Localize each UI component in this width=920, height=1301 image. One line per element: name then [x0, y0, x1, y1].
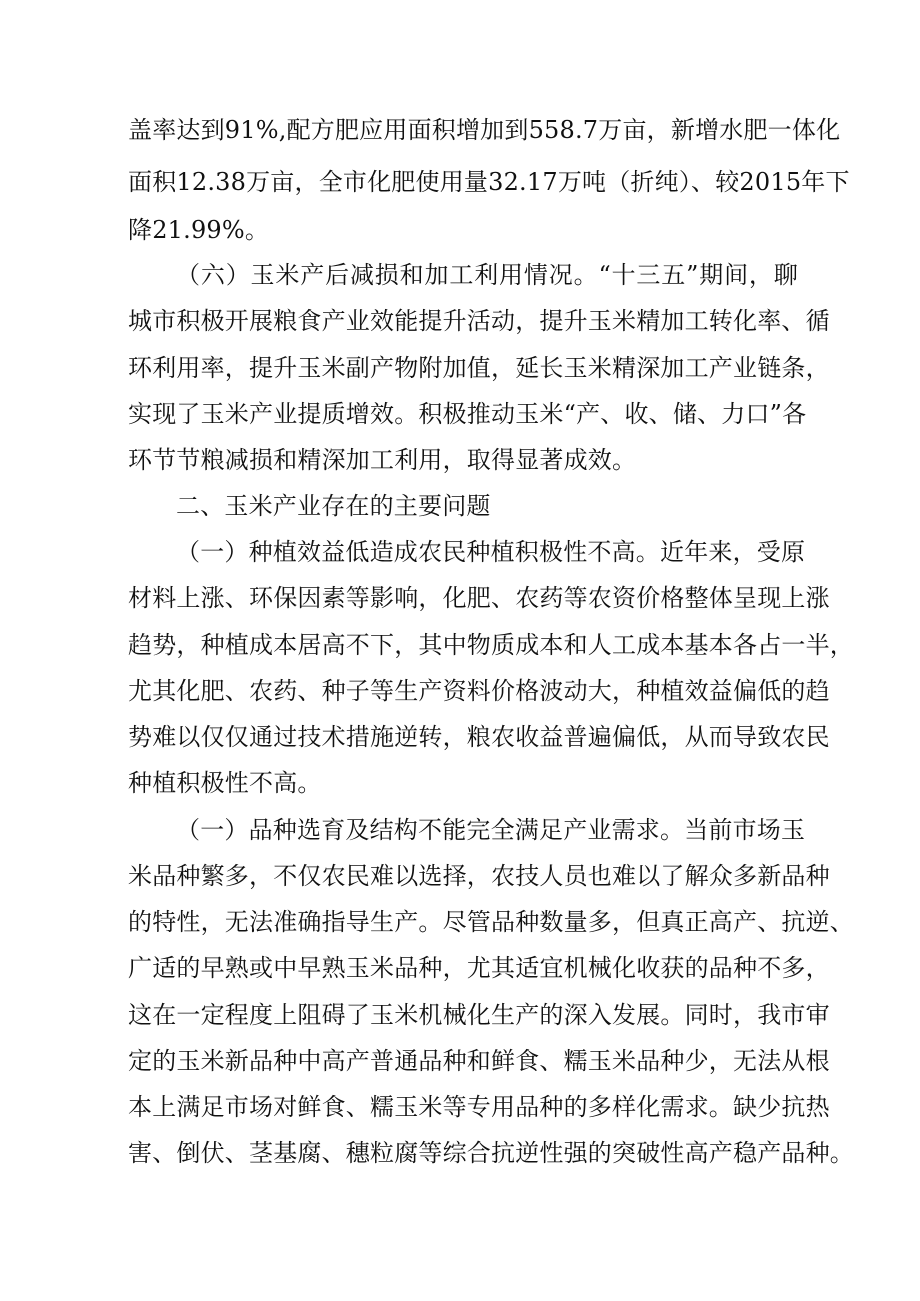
paragraph-4-line-1: （一）品种选育及结构不能完全满足产业需求。当前市场玉 [176, 816, 806, 844]
paragraph-3-line-2: 材料上涨、环保因素等影响，化肥、农药等农资价格整体呈现上涨 [128, 584, 830, 612]
paragraph-4-line-6: 定的玉米新品种中高产普通品种和鲜食、糯玉米品种少，无法从根 [128, 1047, 830, 1075]
paragraph-3-line-4: 尤其化肥、农药、种子等生产资料价格波动大，种植效益偏低的趋 [128, 677, 830, 705]
paragraph-3-line-5: 势难以仅仅通过技术措施逆转，粮农收益普遍偏低，从而导致农民 [128, 723, 830, 751]
section-heading: 二、玉米产业存在的主要问题 [176, 492, 491, 520]
paragraph-1-line-1: 盖率达到91%,配方肥应用面积增加到558.7万亩，新增水肥一体化 [128, 116, 841, 144]
paragraph-3-line-3: 趋势，种植成本居高不下，其中物质成本和人工成本基本各占一半， [128, 631, 854, 659]
paragraph-4-line-5: 这在一定程度上阻碍了玉米机械化生产的深入发展。同时，我市审 [128, 1001, 830, 1029]
paragraph-4-line-8: 害、倒伏、茎基腐、穗粒腐等综合抗逆性强的突破性高产稳产品种。 [128, 1139, 854, 1167]
paragraph-2-line-1: （六）玉米产后减损和加工利用情况。“十三五”期间，聊 [176, 261, 798, 289]
paragraph-3-line-6: 种植积极性不高。 [128, 769, 322, 797]
paragraph-2-line-4: 实现了玉米产业提质增效。积极推动玉米“产、收、储、力口”各 [128, 400, 807, 428]
paragraph-2-line-3: 环利用率，提升玉米副产物附加值，延长玉米精深加工产业链条， [128, 354, 830, 382]
paragraph-2-line-5: 环节节粮减损和精深加工利用，取得显著成效。 [128, 446, 637, 474]
paragraph-3-line-1: （一）种植效益低造成农民种植积极性不高。近年来，受原 [176, 538, 806, 566]
paragraph-4-line-7: 本上满足市场对鲜食、糯玉米等专用品种的多样化需求。缺少抗热 [128, 1093, 830, 1121]
paragraph-4-line-3: 的特性，无法准确指导生产。尽管品种数量多，但真正高产、抗逆、 [128, 908, 854, 936]
paragraph-4-line-4: 广适的早熟或中早熟玉米品种，尤其适宜机械化收获的品种不多， [128, 954, 830, 982]
paragraph-1-line-2: 面积12.38万亩，全市化肥使用量32.17万吨（折纯）、较2015年下 [128, 168, 850, 196]
paragraph-2-line-2: 城市积极开展粮食产业效能提升活动，提升玉米精加工转化率、循 [128, 307, 830, 335]
paragraph-1-line-3: 降21.99%。 [128, 216, 270, 244]
paragraph-4-line-2: 米品种繁多，不仅农民难以选择，农技人员也难以了解众多新品种 [128, 862, 830, 890]
